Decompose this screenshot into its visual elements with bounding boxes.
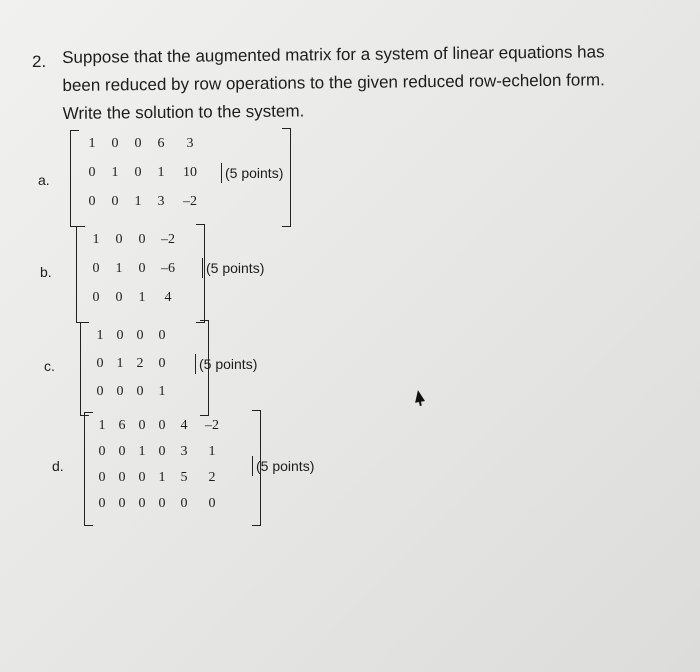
part-label: d. (52, 458, 64, 474)
matrix-entry: 1 (115, 261, 123, 276)
matrix-entry: 1 (157, 165, 165, 180)
matrix-entry: 0 (115, 290, 123, 305)
matrix-entry: 0 (158, 418, 166, 433)
matrix-entry: 0 (158, 444, 166, 459)
matrix-entry: 0 (96, 384, 104, 399)
matrix-entry: 4 (164, 290, 172, 305)
mouse-cursor-icon (413, 389, 425, 403)
points-label: (5 points) (225, 165, 284, 181)
problem-statement (62, 38, 663, 128)
matrix-entry: 1 (208, 444, 216, 459)
matrix-entry: 0 (92, 261, 100, 276)
matrix-entry: 1 (88, 136, 96, 151)
problem-number: 2. (32, 52, 47, 71)
matrix-entry: 0 (118, 444, 126, 459)
matrix-entry: 0 (136, 328, 144, 343)
matrix-entry: 0 (96, 356, 104, 371)
points-label: (5 points) (206, 260, 265, 276)
matrix-entry: 2 (136, 356, 144, 371)
matrix-entry: 1 (138, 444, 146, 459)
matrix-entry: 0 (138, 232, 146, 247)
matrix-entry: –2 (205, 418, 219, 433)
matrix-entry: –6 (161, 261, 175, 276)
augment-divider (252, 456, 253, 476)
matrix-entry: 1 (96, 328, 104, 343)
matrix-entry: 0 (116, 384, 124, 399)
matrix-entry: –2 (183, 194, 197, 209)
matrix-entry: 0 (138, 470, 146, 485)
matrix-entry: 0 (158, 356, 166, 371)
matrix-entry: 0 (88, 194, 96, 209)
matrix-entry: 1 (158, 384, 166, 399)
matrix-entry: 0 (158, 328, 166, 343)
matrix-entry: 1 (116, 356, 124, 371)
augment-divider (195, 354, 196, 374)
points-label: (5 points) (256, 458, 315, 474)
matrix-entry: 6 (157, 136, 165, 151)
matrix-entry: –2 (161, 232, 175, 247)
statement-line-2: been reduced by row operations to the given reduced row-echelon form. (62, 70, 605, 95)
matrix-entry: 0 (92, 290, 100, 305)
matrix-entry: 0 (180, 496, 188, 511)
matrix-entry: 0 (118, 496, 126, 511)
augment-divider (221, 163, 222, 183)
matrix-entry: 0 (88, 165, 96, 180)
matrix-entry: 0 (111, 194, 119, 209)
left-bracket (70, 130, 79, 227)
matrix-entry: 0 (136, 384, 144, 399)
matrix-entry: 2 (208, 470, 216, 485)
matrix-entry: 3 (180, 444, 188, 459)
matrix-entry: 0 (134, 136, 142, 151)
matrix-entry: 1 (134, 194, 142, 209)
matrix-entry: 0 (98, 444, 106, 459)
part-label: a. (38, 172, 50, 188)
matrix-entry: 0 (138, 418, 146, 433)
left-bracket (80, 322, 89, 416)
matrix-entry: 0 (116, 328, 124, 343)
part-label: b. (40, 264, 52, 280)
matrix-entry: 4 (180, 418, 188, 433)
matrix-entry: 1 (138, 290, 146, 305)
augmented-matrix (84, 412, 264, 524)
matrix-entry: 1 (111, 165, 119, 180)
matrix-entry: 0 (138, 261, 146, 276)
part-label: c. (44, 358, 55, 374)
points-label: (5 points) (199, 356, 258, 372)
augmented-matrix (76, 226, 208, 321)
matrix-entry: 0 (98, 496, 106, 511)
matrix-entry: 10 (183, 165, 197, 180)
right-bracket (196, 224, 205, 323)
matrix-entry: 1 (92, 232, 100, 247)
matrix-entry: 0 (208, 496, 216, 511)
matrix-entry: 0 (115, 232, 123, 247)
augmented-matrix (80, 322, 212, 414)
matrix-entry: 0 (134, 165, 142, 180)
matrix-entry: 0 (98, 470, 106, 485)
matrix-entry: 1 (98, 418, 106, 433)
matrix-entry: 0 (111, 136, 119, 151)
matrix-entry: 3 (157, 194, 165, 209)
matrix-entry: 0 (138, 496, 146, 511)
matrix-entry: 5 (180, 470, 188, 485)
matrix-entry: 3 (186, 136, 194, 151)
matrix-entry: 0 (158, 496, 166, 511)
augment-divider (202, 258, 203, 278)
statement-line-3: Write the solution to the system. (62, 101, 305, 123)
matrix-entry: 6 (118, 418, 126, 433)
left-bracket (76, 226, 85, 323)
matrix-entry: 1 (158, 470, 166, 485)
matrix-entry: 0 (118, 470, 126, 485)
statement-line-1: Suppose that the augmented matrix for a system of linear equations has (62, 42, 605, 67)
